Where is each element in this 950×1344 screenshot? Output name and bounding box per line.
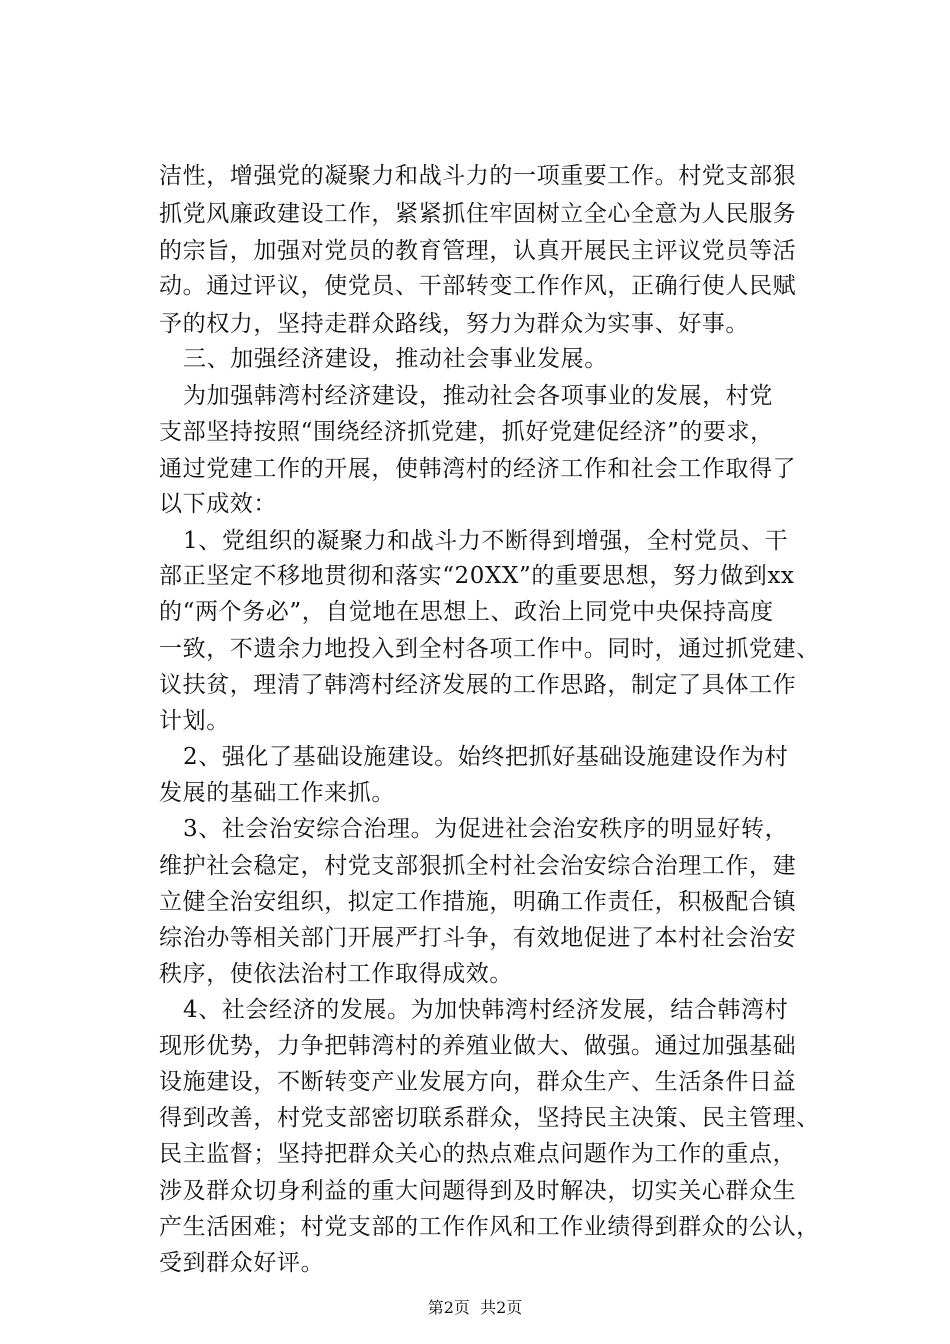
body-line: 为加强韩湾村经济建设，推动社会各项事业的发展，村党 (183, 383, 773, 409)
body-line: 涉及群众切身利益的重大问题得到及时解决，切实关心群众生 (159, 1178, 797, 1204)
body-line: 动。通过评议，使党员、干部转变工作作风，正确行使人民赋 (159, 273, 797, 299)
body-line: 支部坚持按照“围绕经济抓党建，抓好党建促经济”的要求， (159, 419, 774, 445)
body-line: 议扶贫，理清了韩湾村经济发展的工作思路，制定了具体工作 (159, 672, 797, 698)
body-line: 秩序，使依法治村工作取得成效。 (159, 961, 513, 987)
list-item-line: 1、党组织的凝聚力和战斗力不断得到增强，全村党员、干 (183, 528, 789, 554)
body-line: 以下成效： (159, 491, 277, 517)
body-line: 的“两个务必”，自觉地在思想上、政治上同党中央保持高度 (159, 599, 774, 625)
body-line: 设施建设，不断转变产业发展方向，群众生产、生活条件日益 (159, 1069, 797, 1095)
section-heading: 三、加强经济建设，推动社会事业发展。 (183, 346, 608, 372)
body-line: 产生活困难；村党支部的工作作风和工作业绩得到群众的公认， (159, 1214, 820, 1240)
body-line: 的宗旨，加强对党员的教育管理，认真开展民主评议党员等活 (159, 238, 797, 264)
body-line: 受到群众好评。 (159, 1250, 325, 1276)
body-line: 一致，不遗余力地投入到全村各项工作中。同时，通过抓党建、 (159, 636, 820, 662)
body-line: 抓党风廉政建设工作，紧紧抓住牢固树立全心全意为人民服务 (159, 201, 797, 227)
body-line: 得到改善，村党支部密切联系群众，坚持民主决策、民主管理、 (159, 1105, 820, 1131)
body-line: 民主监督；坚持把群众关心的热点难点问题作为工作的重点， (159, 1141, 797, 1167)
body-line: 发展的基础工作来抓。 (159, 780, 395, 806)
body-line: 计划。 (159, 708, 230, 734)
list-item-line: 2、强化了基础设施建设。始终把抓好基础设施建设作为村 (183, 744, 789, 770)
body-line: 立健全治安组织，拟定工作措施，明确工作责任，积极配合镇 (159, 889, 797, 915)
body-line: 通过党建工作的开展，使韩湾村的经济工作和社会工作取得了 (159, 456, 797, 482)
body-line: 部正坚定不移地贯彻和落实“20XX”的重要思想，努力做到xx (159, 563, 795, 589)
body-line: 维护社会稳定，村党支部狠抓全村社会治安综合治理工作，建 (159, 853, 797, 879)
page-number-footer: 第2页 共2页 (427, 1298, 523, 1317)
body-line: 现形优势，力争把韩湾村的养殖业做大、做强。通过加强基础 (159, 1033, 797, 1059)
list-item-line: 4、社会经济的发展。为加快韩湾村经济发展，结合韩湾村 (183, 997, 789, 1023)
body-line: 予的权力，坚持走群众路线，努力为群众为实事、好事。 (159, 311, 749, 337)
body-line: 综治办等相关部门开展严打斗争，有效地促进了本村社会治安 (159, 925, 797, 951)
list-item-line: 3、社会治安综合治理。为促进社会治安秩序的明显好转， (183, 816, 789, 842)
body-line: 洁性，增强党的凝聚力和战斗力的一项重要工作。村党支部狠 (159, 163, 797, 189)
